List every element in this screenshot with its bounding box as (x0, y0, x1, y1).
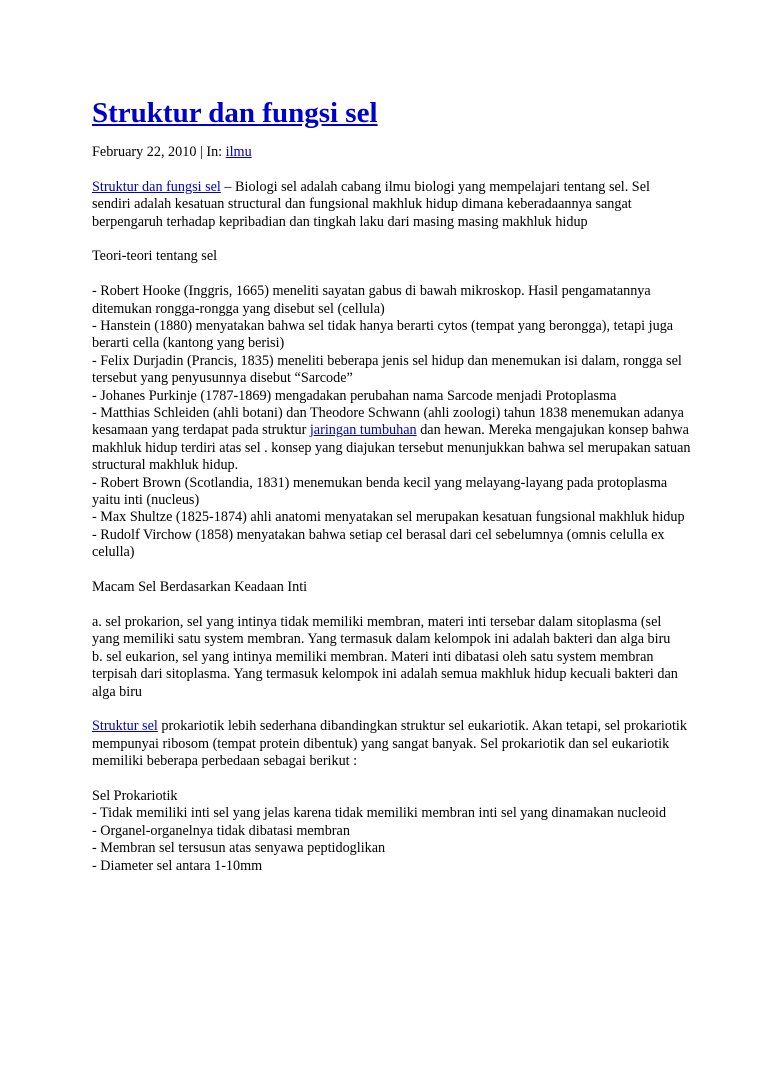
teori-list (92, 283, 692, 562)
prokariotik-section (92, 788, 692, 875)
prokariotik-item: - Membran sel tersusun atas senyawa peptidoglikan (92, 840, 386, 857)
teori-item: - Robert Hooke (Inggris, 1665) meneliti sayatan gabus di bawah mikroskop. Hasil pengamatannya ditemukan rongga-rongga yang disebut sel (cellula) (92, 283, 651, 317)
teori-item: - Max Shultze (1825-1874) ahli anatomi menyatakan sel merupakan kesatuan fungsional makhluk hidup (92, 509, 685, 526)
macam-list (92, 614, 692, 701)
struktur-sel-link[interactable]: Struktur sel (92, 718, 158, 735)
post-date: February 22, 2010 (92, 144, 197, 160)
macam-item: a. sel prokarion, sel yang intinya tidak memiliki membran, materi inti tersebar dalam sitoplasma (sel yang memiliki satu system membran. Yang termasuk dalam kelompok ini adalah bakteri dan alga biru (92, 613, 671, 648)
category-link[interactable]: ilmu (225, 144, 252, 160)
teori-item: - Johanes Purkinje (1787-1869) mengadakan perubahan nama Sarcode menjadi Protoplasma (92, 387, 617, 404)
prokariotik-item: - Tidak memiliki inti sel yang jelas karena tidak memiliki membran inti sel yang dinamakan nucleoid (92, 805, 667, 822)
teori-item: - Robert Brown (Scotlandia, 1831) menemukan benda kecil yang melayang-layang pada protoplasma yaitu inti (nucleus) (92, 474, 668, 509)
intro-paragraph (92, 179, 692, 231)
teori-text: dan hewan. Mereka mengajukan konsep bahwa makhluk hidup terdiri atas sel . konsep yang diajukan tersebut menunjukkan bahwa sel merupakan satuan structural makhluk hidup. (92, 422, 691, 474)
teori-item: - Rudolf Virchow (1858) menyatakan bahwa setiap cel berasal dari cel sebelumnya (omnis celulla ex celulla) (92, 526, 665, 561)
teori-heading: Teori-teori tentang sel (92, 248, 218, 265)
struktur-paragraph (92, 718, 692, 770)
prokariotik-item: - Diameter sel antara 1-10mm (92, 857, 263, 874)
prokariotik-item: - Organel-organelnya tidak dibatasi membran (92, 822, 350, 839)
document-page (92, 96, 692, 875)
prokariotik-heading: Sel Prokariotik (92, 787, 178, 804)
page-title: Struktur dan fungsi sel (92, 97, 378, 129)
intro-title-link[interactable]: Struktur dan fungsi sel (92, 178, 221, 195)
teori-item (92, 405, 692, 475)
struktur-text: prokariotik lebih sederhana dibandingkan struktur sel eukariotik. Akan tetapi, sel prokariotik mempunyai ribosom (tempat protein dibentuk) yang sangat banyak. Sel prokariotik dan sel eukariotik memiliki beberapa perbedaan sebagai berikut : (92, 718, 687, 770)
intro-text: – Biologi sel adalah cabang ilmu biologi yang mempelajari tentang sel. Sel sendiri adalah kesatuan structural dan fungsional makhluk hidup dimana keberadaannya sangat berpengaruh terhadap kepribadian dan tingkah laku dari masing masing makhluk hidup (92, 178, 650, 230)
teori-item: - Felix Durjadin (Prancis, 1835) meneliti beberapa jenis sel hidup dan menemukan isi dalam, rongga sel tersebut yang penyusunnya disebut “Sarcode” (92, 352, 682, 387)
post-meta (92, 144, 692, 161)
jaringan-tumbuhan-link[interactable]: jaringan tumbuhan (309, 422, 417, 439)
teori-item: - Hanstein (1880) menyatakan bahwa sel tidak hanya berarti cytos (tempat yang berongga), tetapi juga berarti cella (kantong yang berisi) (92, 318, 674, 352)
macam-item: b. sel eukarion, sel yang intinya memiliki membran. Materi inti dibatasi oleh satu system membran terpisah dari sitoplasma. Yang termasuk kelompok ini adalah semua makhluk hidup kecuali bakteri dan alga biru (92, 648, 678, 700)
teori-text: - Matthias Schleiden (ahli botani) dan Theodore Schwann (ahli zoologi) tahun 1838 menemukan adanya kesamaan yang terdapat pada struktur (92, 405, 684, 439)
macam-heading: Macam Sel Berdasarkan Keadaan Inti (92, 579, 308, 596)
meta-separator: | In: (196, 144, 226, 160)
